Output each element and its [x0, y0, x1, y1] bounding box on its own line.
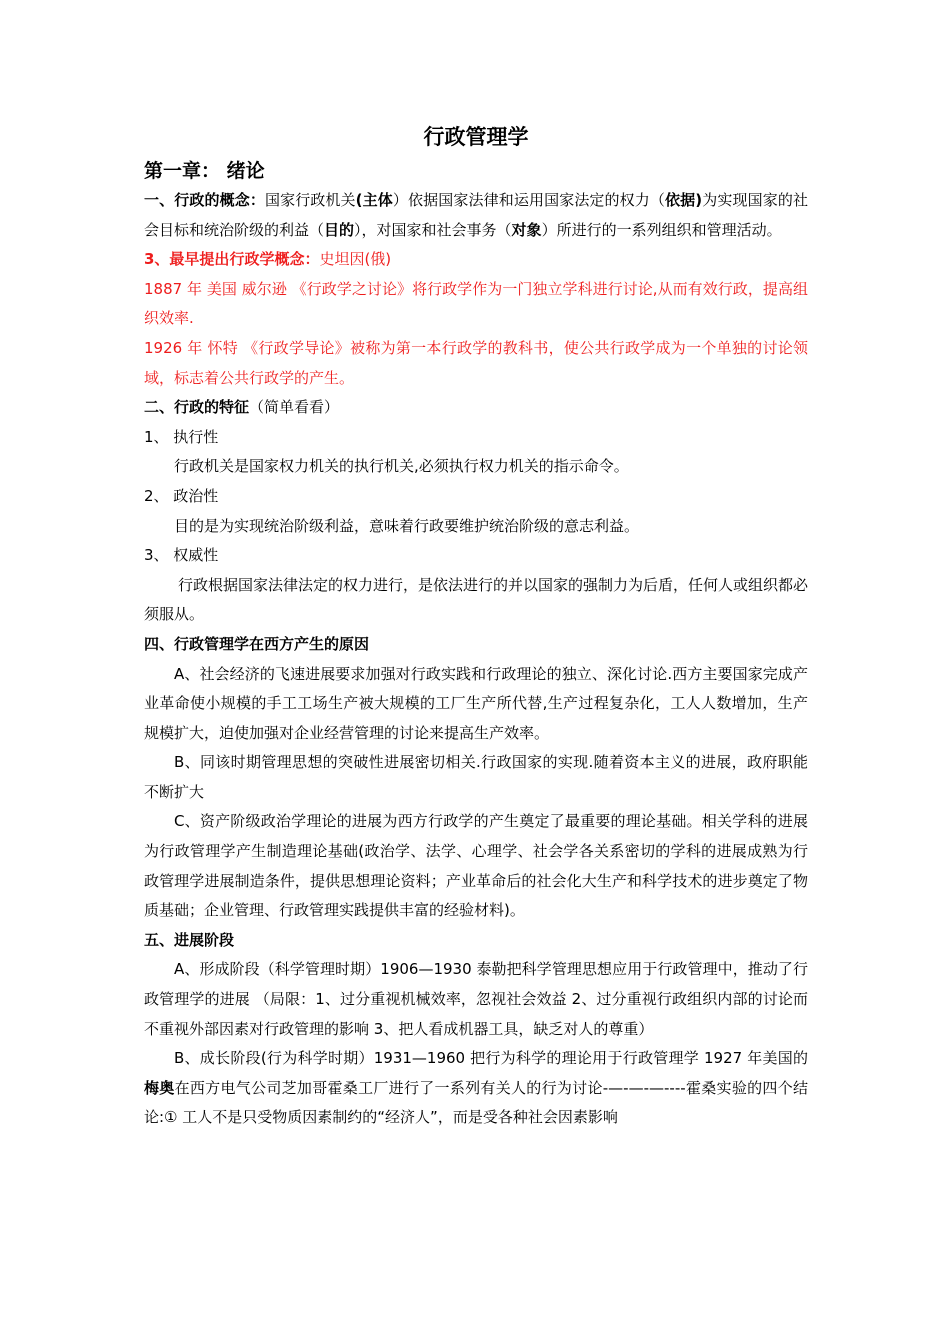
section-concept	[144, 186, 808, 245]
stage-b-text-cont: 在西方电气公司芝加哥霍桑工厂进行了一系列有关人的行为讨论-—-—-—----霍桑实验的四个结论:① 工人不是只受物质因素制约的“经济人”，而是受各种社会因素影响	[144, 1078, 808, 1127]
stage-paragraph-a: A、形成阶段（科学管理时期）1906—1930 泰勒把科学管理思想应用于行政管理中，推动了行政管理学的进展 （局限：1、过分重视机械效率，忽视社会效益 2、过分重视行政组织内部的讨论而不重视外部因素对行政管理的影响 3、把人看成机器工具，缺乏对人的尊重）	[144, 960, 808, 1038]
concept-bold-purpose: 目的	[324, 220, 355, 239]
section-origin-heading: 四、行政管理学在西方产生的原因	[144, 634, 370, 653]
feature-1-text: 行政机关是国家权力机关的执行机关,必须执行权力机关的指示命令。	[174, 457, 629, 476]
earliest-concept-heading: 3、最早提出行政学概念：	[144, 250, 320, 269]
concept-text: 国家行政机关	[264, 191, 356, 209]
origin-paragraph-b: B、同该时期管理思想的突破性进展密切相关.行政国家的实现.随着资本主义的进展，政府职能不断扩大	[144, 753, 808, 801]
document-page	[144, 118, 808, 1133]
stage-b-text: B、成长阶段(行为科学时期）1931—1960 把行为科学的理论用于行政管理学 1927 年美国的	[174, 1049, 808, 1068]
concept-text: 为实现国家的社会目标和统治阶级的利益（	[144, 191, 808, 239]
feature-3-label: 3、 权威性	[144, 546, 219, 565]
paragraph-1926: 1926 年 怀特 《行政学导论》被称为第一本行政学的教科书，使公共行政学成为一个单独的讨论领域，标志着公共行政学的产生。	[144, 338, 808, 387]
paragraph-1887: 1887 年 美国 威尔逊 《行政学之讨论》将行政学作为一门独立学科进行讨论,从而有效行政，提高组织效率.	[144, 279, 808, 328]
section-earliest-concept	[144, 245, 808, 275]
feature-1-label: 1、 执行性	[144, 427, 219, 446]
features-note: （简单看看）	[249, 398, 340, 417]
chapter-heading: 第一章： 绪论	[144, 160, 265, 182]
concept-text: ）依据国家法律和运用国家法定的权力（	[392, 191, 666, 209]
earliest-concept-text: 史坦因(俄)	[319, 250, 392, 269]
origin-paragraph-a: A、社会经济的飞速进展要求加强对行政实践和行政理论的独立、深化讨论.西方主要国家完成产业革命使小规模的手工工场生产被大规模的工厂生产所代替,生产过程复杂化，工人人数增加，生产规模扩大，迫使加强对企业经营管理的讨论来提高生产效率。	[144, 664, 808, 742]
section-stages-heading: 五、进展阶段	[144, 930, 235, 949]
feature-2-text: 目的是为实现统治阶级利益，意味着行政要维护统治阶级的意志利益。	[174, 516, 640, 535]
document-title: 行政管理学	[423, 125, 529, 149]
concept-heading: 一、行政的概念：	[144, 191, 265, 209]
stage-b-bold-name: 梅奥	[144, 1078, 175, 1097]
features-heading: 二、行政的特征	[144, 398, 250, 417]
concept-text: ）所进行的一系列组织和管理活动。	[541, 220, 782, 239]
concept-bold-basis: 依据)	[665, 191, 703, 209]
feature-3-text: 行政根据国家法律法定的权力进行，是依法进行的并以国家的强制力为后盾，任何人或组织都必须服从。	[144, 575, 809, 624]
concept-bold-object: 对象	[511, 220, 542, 239]
origin-paragraph-c: C、资产阶级政治学理论的进展为西方行政学的产生奠定了最重要的理论基础。相关学科的进展为行政管理学产生制造理论基础(政治学、法学、心理学、社会学各关系密切的学科的进展成熟为行政管理学进展制造条件，提供思想理论资料；产业革命后的社会化大生产和科学技术的进步奠定了物质基础；企业管理、行政管理实践提供丰富的经验材料)。	[144, 812, 808, 920]
stage-paragraph-b	[144, 1044, 808, 1133]
concept-bold-subject: (主体	[355, 191, 393, 209]
concept-text: ），对国家和社会事务（	[354, 220, 512, 239]
section-features-heading	[144, 393, 808, 423]
feature-2-label: 2、 政治性	[144, 486, 219, 505]
